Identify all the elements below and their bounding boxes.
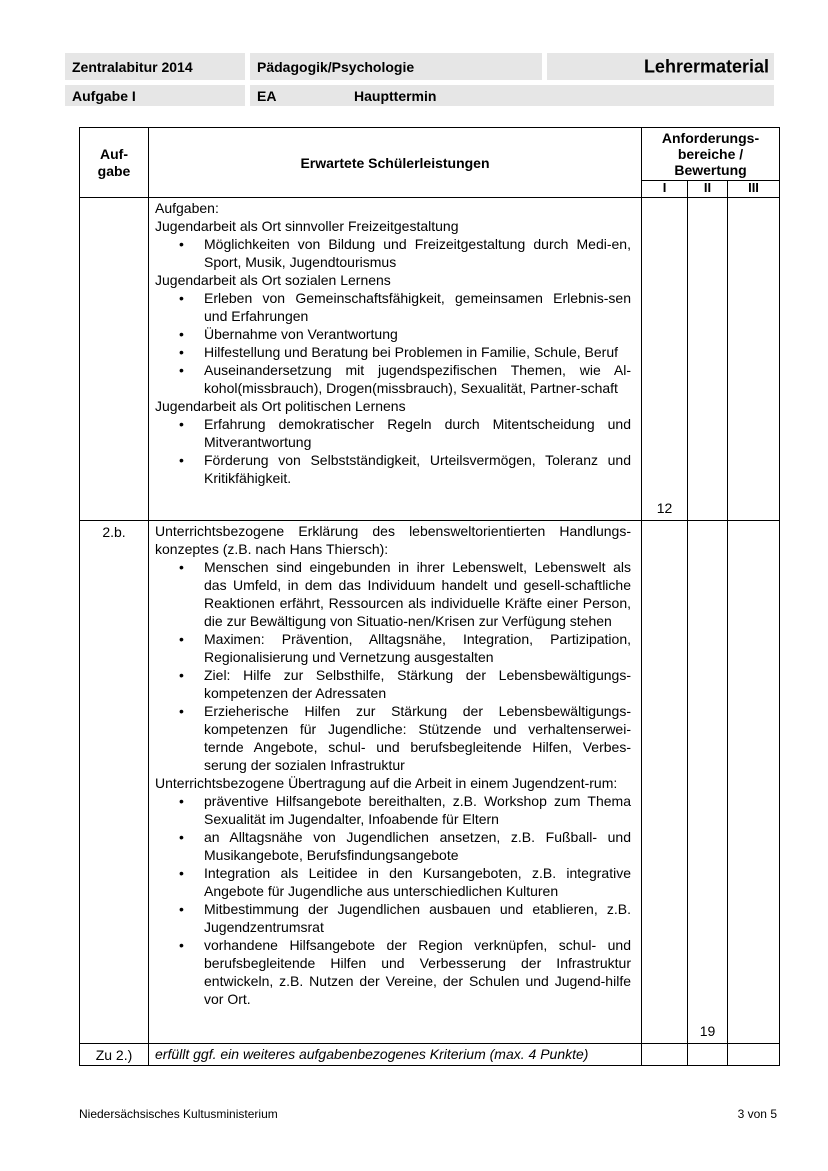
header-level: EA — [257, 87, 277, 104]
list-item: • an Alltagsnähe von Jugendlichen ansetzen, z.B. Fußball- und Musikangebote, Berufsfindungsangebote — [155, 828, 631, 864]
section-title: Unterrichtsbezogene Übertragung auf die Arbeit in einem Jugendzent-rum: — [155, 775, 618, 791]
row1-task — [80, 198, 149, 521]
row3-task: Zu 2.) — [80, 1044, 149, 1066]
section-title: Unterrichtsbezogene Erklärung des lebensweltorientierten Handlungs-konzeptes (z.B. nach Hans Thiersch): — [155, 523, 631, 557]
list-item: • Förderung von Selbstständigkeit, Urteilsvermögen, Toleranz und Kritikfähigkeit. — [155, 451, 631, 487]
table-header-row — [80, 128, 780, 181]
bullet-list — [155, 415, 631, 487]
header-task-cell — [65, 85, 245, 106]
list-item: • vorhandene Hilfsangebote der Region verknüpfen, schul- und berufsbegleitende Hilfen und Verbesserung der Infrastruktur entwickeln, z.B. Nutzen der Vereine, der Schulen und Jugend-hilfe vor Ort. — [155, 936, 631, 1008]
header-exam-cell — [65, 53, 245, 80]
footer-page-number: 3 von 5 — [737, 1107, 777, 1121]
section-title: Jugendarbeit als Ort sozialen Lernens — [155, 272, 391, 288]
bullet-list — [155, 792, 631, 1008]
row2-task: 2.b. — [80, 521, 149, 1044]
header-material: Lehrermaterial — [643, 56, 769, 76]
row2-score-I — [642, 521, 688, 1044]
table-row — [80, 521, 780, 1044]
expectations-table — [79, 127, 780, 1066]
list-item: • Erzieherische Hilfen zur Stärkung der Lebensbewältigungs-kompetenzen für Jugendliche: Stützende und verhaltenserwei-ternde Angebote, schul- und berufsbegleitende Hilfen, Verbes-serung der sozialen Infrastruktur — [155, 702, 631, 774]
list-item: • Erleben von Gemeinschaftsfähigkeit, gemeinsamen Erlebnis-sen und Erfahrungen — [155, 289, 631, 325]
col-levels-header: Anforderungs- bereiche / Bewertung — [642, 128, 780, 181]
list-item: • Erfahrung demokratischer Regeln durch Mitentscheidung und Mitverantwortung — [155, 415, 631, 451]
footer-ministry: Niedersächsisches Kultusministerium — [79, 1107, 278, 1121]
row3-score-II — [688, 1044, 728, 1066]
bullet-list — [155, 558, 631, 774]
table-row — [80, 1044, 780, 1066]
header-subject-cell — [250, 53, 542, 80]
header-term-cell — [250, 85, 774, 106]
level-III: III — [728, 181, 780, 198]
row3-score-I — [642, 1044, 688, 1066]
header-task: Aufgabe I — [72, 87, 136, 104]
section-title: Jugendarbeit als Ort politischen Lernens — [155, 398, 406, 414]
bullet-list — [155, 235, 631, 271]
row1-intro: Aufgaben: — [155, 200, 219, 216]
list-item: • präventive Hilfsangebote bereithalten, z.B. Workshop zum Thema Sexualität im Jugendalter, Infoabende für Eltern — [155, 792, 631, 828]
row1-score-II — [688, 198, 728, 521]
row3-text: erfüllt ggf. ein weiteres aufgabenbezogenes Kriterium (max. 4 Punkte) — [149, 1044, 642, 1066]
list-item: • Hilfestellung und Beratung bei Problemen in Familie, Schule, Beruf — [155, 343, 631, 361]
row1-content — [149, 198, 642, 521]
level-I: I — [642, 181, 688, 198]
header-exam: Zentralabitur 2014 — [72, 58, 193, 75]
bullet-list — [155, 289, 631, 397]
header-material-cell — [547, 53, 774, 80]
row3-score-III — [728, 1044, 780, 1066]
row1-score-III — [728, 198, 780, 521]
row2-score-II: 19 — [688, 521, 728, 1044]
list-item: • Ziel: Hilfe zur Selbsthilfe, Stärkung der Lebensbewältigungs-kompetenzen der Adressaten — [155, 666, 631, 702]
section-title: Jugendarbeit als Ort sinnvoller Freizeitgestaltung — [155, 218, 459, 234]
list-item: • Auseinandersetzung mit jugendspezifischen Themen, wie Al-kohol(missbrauch), Drogen(missbrauch), Sexualität, Partner-schaft — [155, 361, 631, 397]
list-item: • Integration als Leitidee in den Kursangeboten, z.B. integrative Angebote für Jugendliche aus unterschiedlichen Kulturen — [155, 864, 631, 900]
header-subject: Pädagogik/Psychologie — [257, 58, 415, 75]
list-item: • Mitbestimmung der Jugendlichen ausbauen und etablieren, z.B. Jugendzentrumsrat — [155, 900, 631, 936]
row2-content — [149, 521, 642, 1044]
table-row — [80, 198, 780, 521]
col-expected-header: Erwartete Schülerleistungen — [149, 128, 642, 198]
list-item: • Maximen: Prävention, Alltagsnähe, Integration, Partizipation, Regionalisierung und Vernetzung ausgestalten — [155, 630, 631, 666]
list-item: • Menschen sind eingebunden in ihrer Lebenswelt, Lebenswelt als das Umfeld, in dem das Individuum handelt und gesell-schaftliche Reaktionen erfährt, Ressourcen als individuelle Kräfte einer Person, die zur Bewältigung von Situatio-nen/Krisen zur Verfügung stehen — [155, 558, 631, 630]
level-II: II — [688, 181, 728, 198]
col-task-header: Auf- gabe — [80, 128, 149, 198]
header-term: Haupttermin — [354, 87, 437, 104]
list-item: • Übernahme von Verantwortung — [155, 325, 631, 343]
row2-score-III — [728, 521, 780, 1044]
row1-score-I: 12 — [642, 198, 688, 521]
list-item: • Möglichkeiten von Bildung und Freizeitgestaltung durch Medi-en, Sport, Musik, Jugendtourismus — [155, 235, 631, 271]
